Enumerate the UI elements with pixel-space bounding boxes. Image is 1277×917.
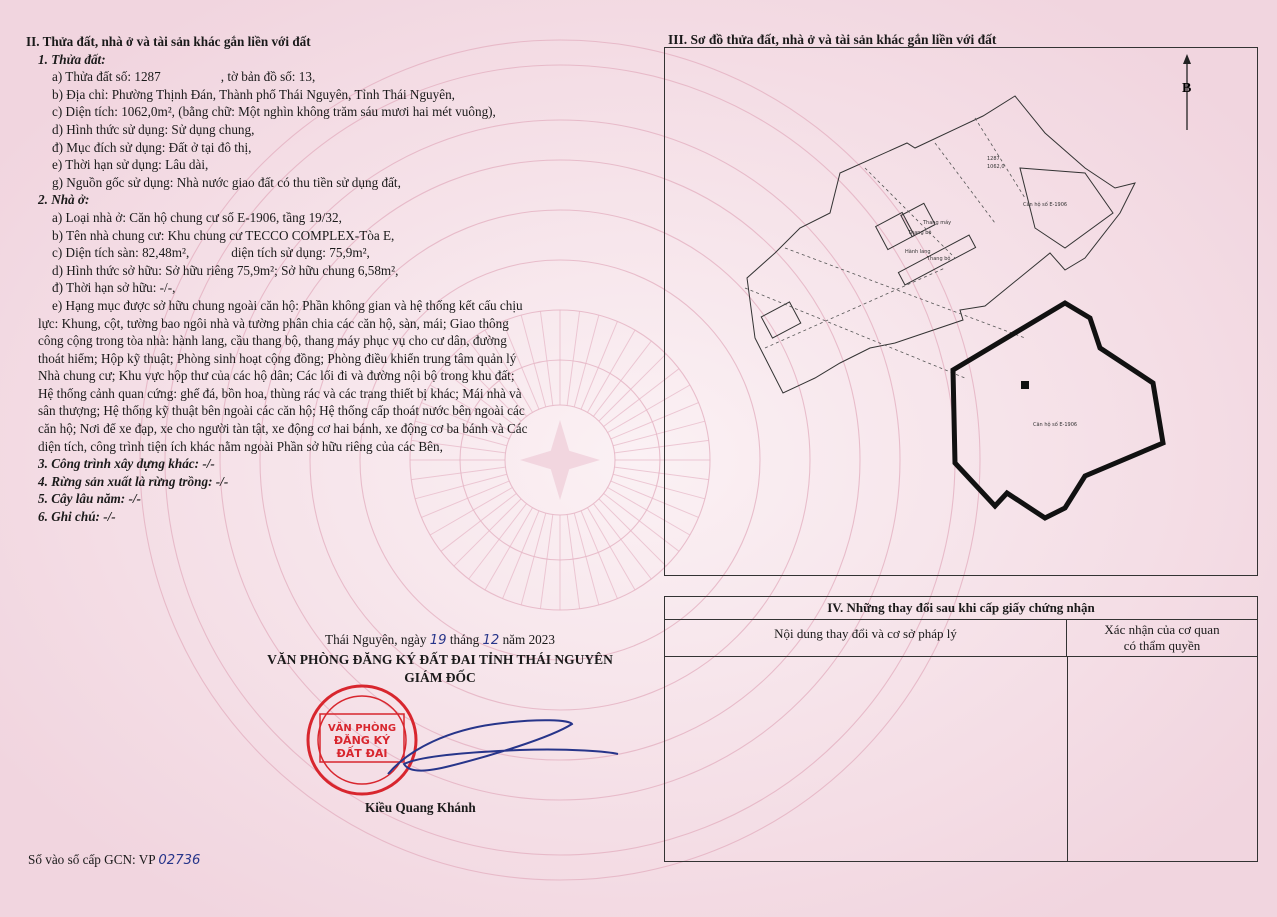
land-item-c: c) Diện tích: 1062,0m², (bằng chữ: Một nghìn không trăm sáu mươi hai mét vuông),	[52, 104, 496, 120]
section-4-title: IV. Những thay đổi sau khi cấp giấy chứng nhận	[665, 597, 1257, 620]
land-map-sheet: , tờ bản đồ số: 13,	[220, 69, 316, 85]
other-construction: 3. Công trình xây dựng khác: -/-	[38, 456, 215, 472]
diagram-dashed-lines	[745, 118, 1025, 378]
date-month: 12	[482, 633, 500, 648]
apt-label-unit: Căn hộ số E-1906	[1033, 422, 1078, 428]
signer-name: Kiều Quang Khánh	[365, 800, 476, 815]
stair-label-3: Thang bộ	[927, 256, 951, 262]
house-item-d: d) Hình thức sở hữu: Sở hữu riêng 75,9m²; Sở hữu chung 6,58m²,	[52, 262, 399, 278]
date-place: Thái Nguyên, ngày	[325, 632, 427, 647]
house-item-e-1: e) Hạng mục được sở hữu chung ngoài căn hộ: Phần không gian và hệ thống kết cấu chịu	[52, 297, 523, 313]
col-authority-confirmation	[1067, 619, 1257, 657]
table-column-divider	[1067, 657, 1068, 861]
issuing-office: VĂN PHÒNG ĐĂNG KÝ ĐẤT ĐAI TỈNH THÁI NGUYÊN	[267, 652, 613, 667]
parcel-area-label: 1062,0	[987, 164, 1005, 170]
house-item-e-5: Nhà chung cư; Khu vực hộp thư của các hộ dân; Các lối đi và đường nội bộ trong khu đất;	[38, 368, 515, 384]
date-month-label: tháng	[449, 632, 480, 647]
house-item-e-9: diện tích, công trình tiện ích khác nằm ngoài Phần sở hữu riêng của các Bên,	[38, 438, 443, 454]
house-item-e-8: căn hộ; Nơi để xe đạp, xe cho người tàn tật, xe động cơ hai bánh, xe động cơ ba bánh và Các	[38, 421, 528, 437]
section-3-title: III. Sơ đồ thửa đất, nhà ở và tài sản khác gắn liền với đất	[668, 32, 997, 47]
handwritten-signature	[388, 720, 618, 774]
col-authority-line2: có thẩm quyền	[1123, 638, 1201, 653]
certificate-register-number	[28, 852, 200, 868]
land-item-a	[26, 68, 656, 86]
unit-marker	[1021, 381, 1029, 389]
stamp-line3: ĐẤT ĐAI	[336, 747, 388, 760]
col-authority-line1: Xác nhận của cơ quan	[1104, 622, 1220, 637]
land-item-g: g) Nguồn gốc sử dụng: Nhà nước giao đất có thu tiền sử dụng đất,	[52, 174, 401, 190]
perennial-trees: 5. Cây lâu năm: -/-	[38, 491, 141, 507]
section-2-title: II. Thửa đất, nhà ở và tài sản khác gắn liền với đất	[26, 34, 311, 49]
official-stamp-and-signature	[300, 678, 640, 798]
site-diagram-box	[664, 47, 1258, 576]
section-land-house	[26, 33, 656, 526]
signer-role: GIÁM ĐỐC	[404, 670, 476, 685]
house-item-e-4: thoát hiểm; Hộp kỹ thuật; Phòng sinh hoạt cộng đồng; Phòng điều khiển trung tâm quản lý	[38, 350, 517, 366]
site-diagram	[665, 48, 1257, 575]
land-item-b: b) Địa chỉ: Phường Thịnh Đán, Thành phố Thái Nguyên, Tỉnh Thái Nguyên,	[52, 86, 455, 102]
issue-date	[230, 632, 650, 648]
building-outline	[747, 96, 1135, 393]
gcn-number: 02736	[158, 853, 201, 868]
house-item-a: a) Loại nhà ở: Căn hộ chung cư số E-1906, tầng 19/32,	[52, 209, 342, 225]
stair-label-1: Thang bộ	[908, 230, 932, 236]
floor-area: c) Diện tích sàn: 82,48m²,	[52, 245, 190, 261]
house-item-c	[26, 244, 656, 262]
house-item-e-7: sân thượng; Hệ thống kỹ thuật bên ngoài các căn hộ; Hệ thống cấp thoát nước bên ngoài các	[38, 403, 525, 419]
north-label: B	[1182, 81, 1192, 96]
land-item-dd: đ) Mục đích sử dụng: Đất ở tại đô thị,	[52, 139, 252, 155]
land-parcel-number: a) Thửa đất số: 1287	[52, 69, 161, 85]
gcn-label: Số vào sổ cấp GCN: VP	[28, 852, 156, 867]
col-change-content: Nội dung thay đổi và cơ sở pháp lý	[665, 619, 1067, 657]
land-item-d: d) Hình thức sử dụng: Sử dụng chung,	[52, 121, 255, 137]
apt-label-upper: Căn hộ số E-1906	[1023, 202, 1068, 208]
land-heading: 1. Thửa đất:	[38, 51, 106, 67]
house-item-e-3: công cộng trong tòa nhà: hành lang, cầu thang bộ, thang máy phục vụ cho cư dân, đường	[38, 333, 507, 349]
land-item-e: e) Thời hạn sử dụng: Lâu dài,	[52, 157, 209, 173]
date-year: năm 2023	[502, 632, 555, 647]
apartment-unit-outline	[953, 303, 1163, 518]
usable-area: diện tích sử dụng: 75,9m²,	[231, 245, 370, 261]
stair-label-2: Thang máy	[923, 220, 952, 226]
red-stamp-icon	[308, 686, 416, 794]
notes: 6. Ghi chú: -/-	[38, 509, 116, 525]
house-heading: 2. Nhà ở:	[38, 192, 90, 208]
production-forest: 4. Rừng sản xuất là rừng trồng: -/-	[38, 473, 229, 489]
parcel-label: 1287	[987, 156, 1000, 162]
house-item-e-6: Hệ thống cảnh quan cứng: ghế đá, bồn hoa, thùng rác và các trang thiết bị khác; Mái nhà và	[38, 385, 522, 401]
north-arrowhead-icon	[1183, 54, 1191, 64]
house-item-e-2: lực: Khung, cột, tường bao ngôi nhà và tường phân chia các căn hộ, sàn, mái; Giao thông	[38, 315, 509, 331]
stamp-line1: VĂN PHÒNG	[327, 723, 397, 734]
changes-table	[664, 596, 1258, 862]
house-item-b: b) Tên nhà chung cư: Khu chung cư TECCO COMPLEX-Tòa E,	[52, 227, 395, 243]
hall-label: Hành lang	[905, 249, 931, 255]
date-day: 19	[429, 633, 447, 648]
house-item-dd: đ) Thời hạn sở hữu: -/-,	[52, 280, 176, 296]
stamp-line2: ĐĂNG KÝ	[333, 734, 391, 747]
